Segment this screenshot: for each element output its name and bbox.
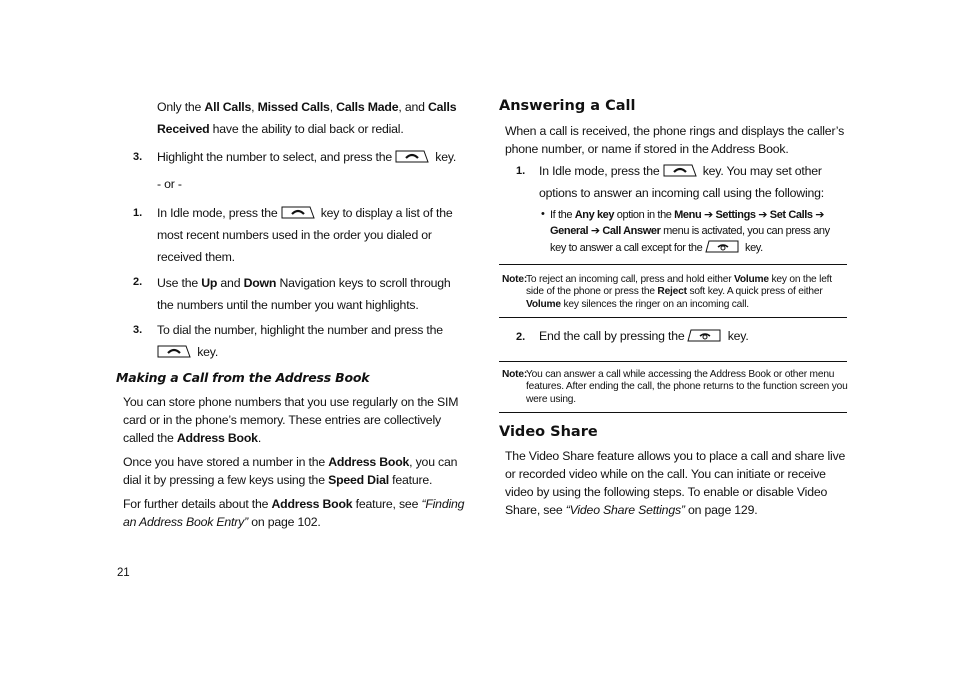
send-key-icon [395, 150, 429, 163]
step-number: 1. [133, 207, 143, 219]
note-reject-call-text: To reject an incoming call, press and hold either Volume key on the left side of the phone or press the Reject soft key. A quick press of either Volume key silences the ringer on an incoming call. [526, 274, 832, 310]
heading-answering-a-call: Answering a Call [499, 98, 636, 114]
subheading-address-book: Making a Call from the Address Book [116, 370, 370, 385]
page-number: 21 [117, 567, 130, 579]
note-divider-top [499, 264, 847, 265]
bullet-mark: • [541, 208, 545, 220]
answering-paragraph: When a call is received, the phone rings and displays the caller’s phone number, or name if stored in the Address Book. [505, 124, 845, 156]
step-2-navigate: Use the Up and Down Navigation keys to scroll through the numbers until the number you want highlights. [157, 276, 451, 312]
intro-paragraph: Only the All Calls, Missed Calls, Calls Made, and Calls Received have the ability to dial back or redial. [157, 100, 457, 136]
note-answer-while-browsing-text: You can answer a call while accessing the Address Book or other menu features. After ending the call, the phone returns to the function screen you were using. [526, 369, 848, 405]
note-answer-while-browsing: Note: [502, 369, 528, 380]
step-1-idle: In Idle mode, press the key to display a list of the most recent numbers used in the order you dialed or received them. [157, 206, 453, 264]
video-share-paragraph: The Video Share feature allows you to place a call and share live or recorded video while on the call. You can initiate or receive video by using the following steps. To enable or disable Video Share, see “Video Share Settings” on page 129. [505, 449, 846, 517]
send-key-icon [281, 206, 315, 219]
address-book-paragraph-3: For further details about the Address Book feature, see “Finding an Address Book Entry” on page 102. [123, 497, 465, 529]
step-number: 2. [133, 276, 143, 288]
step-3-highlight: Highlight the number to select, and press the key. [157, 150, 457, 164]
address-book-paragraph-1: You can store phone numbers that you use regularly on the SIM card or in the phone’s memory. These entries are collectively called the Address Book. [123, 395, 459, 445]
answer-step-1: In Idle mode, press the key. You may set other options to answer an incoming call using the following: [539, 164, 824, 200]
send-key-icon [663, 164, 697, 177]
end-key-icon [687, 329, 721, 342]
note-divider-bottom [499, 317, 847, 318]
end-key-icon [705, 240, 739, 253]
send-key-icon [157, 345, 191, 358]
answer-step-2: End the call by pressing the key. [539, 329, 749, 343]
step-number: 2. [516, 331, 526, 343]
address-book-paragraph-2: Once you have stored a number in the Address Book, you can dial it by pressing a few keys using the Speed Dial feature. [123, 455, 458, 487]
step-number: 1. [516, 165, 526, 177]
heading-video-share: Video Share [499, 424, 598, 440]
any-key-bullet: If the Any key option in the Menu ➔ Settings ➔ Set Calls ➔ General ➔ Call Answer menu is activated, you can press any key to answer a call except for the key. [550, 209, 830, 254]
step-number: 3. [133, 324, 143, 336]
note-divider-bottom [499, 412, 847, 413]
or-separator: - or - [157, 177, 182, 191]
step-3-dial: To dial the number, highlight the number and press the key. [157, 323, 443, 359]
note-divider-top [499, 361, 847, 362]
step-number: 3. [133, 151, 143, 163]
note-reject-call: Note: [502, 274, 528, 285]
